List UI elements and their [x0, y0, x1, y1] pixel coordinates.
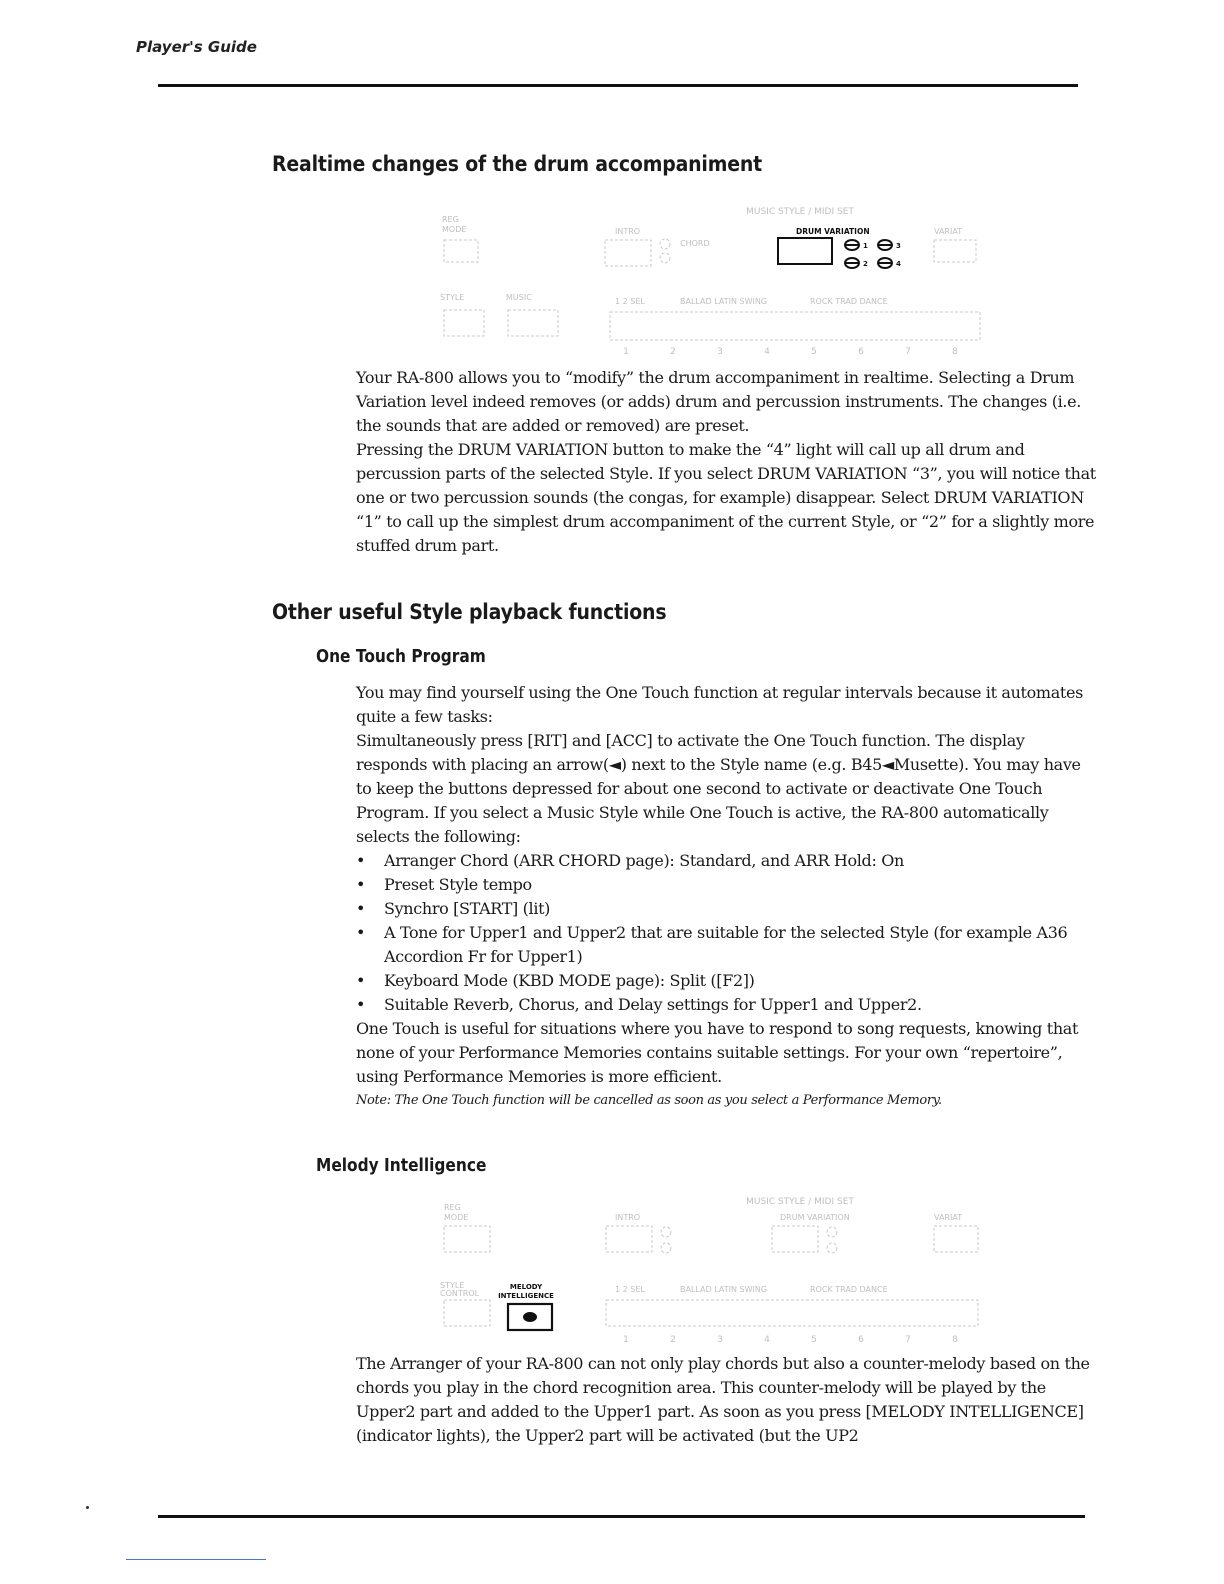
- drum-variation-label: DRUM VARIATION: [796, 227, 870, 236]
- svg-text:ROCK TRAD DANCE: ROCK TRAD DANCE: [810, 297, 888, 306]
- indicator-label-3: 3: [896, 242, 901, 250]
- pad-number-7: 7: [905, 347, 911, 357]
- group-label: MUSIC STYLE / MIDI SET: [746, 1197, 854, 1207]
- svg-text:INTRO: INTRO: [615, 227, 641, 236]
- drum-text-block: [356, 366, 1096, 558]
- one-touch-note: Note: The One Touch function will be cancelled as soon as you select a Performance Memory.: [356, 1093, 942, 1108]
- pad-number-2: 2: [670, 1335, 676, 1345]
- pad-number-5: 5: [811, 347, 817, 357]
- svg-text:REG: REG: [442, 215, 459, 224]
- svg-text:BALLAD LATIN SWING: BALLAD LATIN SWING: [680, 297, 768, 306]
- svg-text:MUSIC: MUSIC: [506, 293, 532, 302]
- svg-text:VARIAT: VARIAT: [934, 1213, 963, 1222]
- melody-label-line-1: MELODY: [509, 1283, 543, 1291]
- indicator-label-2: 2: [863, 260, 868, 268]
- pad-number-6: 6: [858, 347, 864, 357]
- top-rule: [158, 84, 1078, 87]
- list-item: • Preset Style tempo: [356, 873, 1096, 897]
- melody-paragraph-1: The Arranger of your RA-800 can not only play chords but also a counter-melody based on the chords you play in the chord recognition area. This counter-melody will be played by the Upper2 part and added to the Upper1 part. As soon as you press [MELODY INTELLIGENCE] (indicator lights), the Upper2 part will be activated (but the UP2: [356, 1354, 1090, 1445]
- pad-number-1: 1: [623, 347, 629, 357]
- drum-paragraph-1: Your RA-800 allows you to “modify” the drum accompaniment in realtime. Selecting a Drum Variation level indeed removes (or adds) drum and percussion instruments. The changes (i.e. the sounds that are added or removed) are preset.: [356, 368, 1082, 435]
- svg-text:STYLE: STYLE: [440, 293, 465, 302]
- one-touch-paragraph-3: One Touch is useful for situations where you have to respond to song requests, knowing that none of your Performance Memories contains suitable settings. For your own “repertoire”, using Performance Memories is more efficient.: [356, 1019, 1079, 1086]
- indicator-label-1: 1: [863, 242, 868, 250]
- pad-number-6: 6: [858, 1335, 864, 1345]
- page-header-title: Player's Guide: [136, 38, 257, 56]
- footnote-separator: [126, 1559, 266, 1560]
- heading-style-playback-functions: Other useful Style playback functions: [272, 600, 667, 624]
- melody-label-line-2: INTELLIGENCE: [498, 1292, 554, 1300]
- one-touch-paragraph-2: Simultaneously press [RIT] and [ACC] to activate the One Touch function. The display responds with placing an arrow(◄) next to the Style name (e.g. B45◄Musette). You may have to keep the buttons depressed for about one second to activate or deactivate One Touch Program. If you select a Music Style while One Touch is active, the RA-800 automatically selects the following:: [356, 731, 1081, 846]
- pad-number-3: 3: [717, 347, 723, 357]
- svg-text:1 2 SEL: 1 2 SEL: [615, 1285, 645, 1294]
- pad-number-1: 1: [623, 1335, 629, 1345]
- drum-variation-indicators: [845, 240, 892, 268]
- heading-melody-intelligence: Melody Intelligence: [316, 1156, 487, 1176]
- group-label: MUSIC STYLE / MIDI SET: [746, 207, 854, 217]
- one-touch-bullet-list: [356, 849, 1096, 1017]
- svg-text:ROCK TRAD DANCE: ROCK TRAD DANCE: [810, 1285, 888, 1294]
- heading-drum-accompaniment: Realtime changes of the drum accompaniment: [272, 152, 763, 176]
- bottom-rule: [158, 1515, 1085, 1518]
- melody-intelligence-panel-illustration: [440, 1188, 990, 1348]
- svg-text:MODE: MODE: [444, 1213, 469, 1222]
- list-item: • Arranger Chord (ARR CHORD page): Standard, and ARR Hold: On: [356, 849, 1096, 873]
- pad-number-4: 4: [764, 347, 770, 357]
- svg-text:CONTROL: CONTROL: [440, 1289, 480, 1298]
- svg-text:REG: REG: [444, 1203, 461, 1212]
- list-item: • A Tone for Upper1 and Upper2 that are suitable for the selected Style (for example A36 Accordion Fr for Upper1): [356, 921, 1096, 969]
- pad-number-4: 4: [764, 1335, 770, 1345]
- svg-text:BALLAD LATIN SWING: BALLAD LATIN SWING: [680, 1285, 768, 1294]
- svg-text:1 2 SEL: 1 2 SEL: [615, 297, 645, 306]
- list-item: • Keyboard Mode (KBD MODE page): Split ([F2]): [356, 969, 1096, 993]
- one-touch-paragraph-1: You may find yourself using the One Touch function at regular intervals because it automates quite a few tasks:: [356, 683, 1083, 726]
- drum-paragraph-2: Pressing the DRUM VARIATION button to make the “4” light will call up all drum and percussion parts of the selected Style. If you select DRUM VARIATION “3”, you will notice that one or two percussion sounds (the congas, for example) disappear. Select DRUM VARIATION “1” to call up the simplest drum accompaniment of the current Style, or “2” for a slightly more stuffed drum part.: [356, 440, 1096, 555]
- drum-variation-panel-illustration: [440, 200, 990, 360]
- melody-text-block: [356, 1352, 1096, 1448]
- list-item: • Synchro [START] (lit): [356, 897, 1096, 921]
- svg-text:STYLE: STYLE: [440, 1281, 465, 1290]
- pad-number-5: 5: [811, 1335, 817, 1345]
- pad-number-2: 2: [670, 347, 676, 357]
- margin-dot: [86, 1506, 89, 1509]
- melody-indicator-lit: [523, 1312, 537, 1322]
- pad-number-8: 8: [952, 347, 958, 357]
- list-item: • Suitable Reverb, Chorus, and Delay settings for Upper1 and Upper2.: [356, 993, 1096, 1017]
- svg-text:CHORD: CHORD: [680, 239, 710, 248]
- drum-variation-button: [778, 238, 832, 264]
- heading-one-touch-program: One Touch Program: [316, 647, 486, 667]
- pad-number-8: 8: [952, 1335, 958, 1345]
- svg-text:DRUM VARIATION: DRUM VARIATION: [780, 1213, 850, 1222]
- svg-text:VARIAT: VARIAT: [934, 227, 963, 236]
- pad-number-7: 7: [905, 1335, 911, 1345]
- one-touch-text-block: [356, 681, 1096, 1111]
- svg-text:INTRO: INTRO: [615, 1213, 641, 1222]
- indicator-label-4: 4: [896, 260, 901, 268]
- svg-text:MODE: MODE: [442, 225, 467, 234]
- pad-number-3: 3: [717, 1335, 723, 1345]
